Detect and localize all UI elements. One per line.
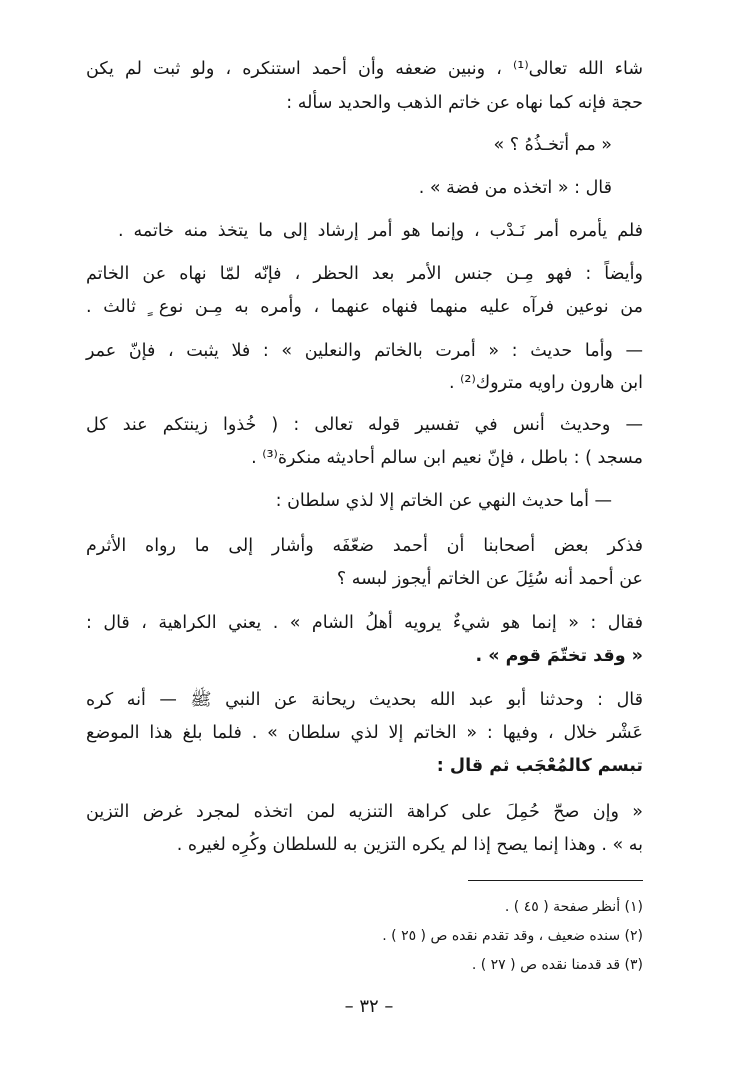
- body-line-6: وأيضاً : فهو مِـن جنس الأمر بعد الحظر ، فإنّه لمّا نهاه عن الخاتم: [86, 264, 643, 284]
- body-line-1: شاء الله تعالى⁽¹⁾ ، ونبين ضعفه وأن أحمد استنكره ، ولو ثبت لم يكن: [86, 59, 643, 79]
- footnote-divider: [468, 880, 643, 881]
- body-line-21: به » . وهذا إنما يصح إذا لم يكره التزين به للسلطان وكُرِه لغيره .: [176, 835, 643, 855]
- body-line-8: — وأما حديث : « أمرت بالخاتم والنعلين » : فلا يثبت ، فإنّ عمر: [86, 341, 643, 361]
- section-heading: — أما حديث النهي عن الخاتم إلا لذي سلطان :: [275, 491, 612, 511]
- body-line-16: « وقد تختّمَ قوم » .: [475, 646, 643, 666]
- body-line-7: من نوعين فرآه عليه منهما فنهاه عنهما ، وأمره به مِـن نوع ٍ ثالث .: [86, 297, 643, 317]
- body-line-13: فذكر بعض أصحابنا أن أحمد ضعّفَه وأشار إلى ما رواه الأثرم: [86, 536, 643, 556]
- page-number: – ٣٢ –: [344, 996, 394, 1017]
- body-line-10: — وحديث أنس في تفسير قوله تعالى : ( خُذوا زينتكم عند كل: [86, 415, 643, 435]
- body-line-20: « وإن صحّ حُمِلَ على كراهة التنزيه لمن اتخذه لمجرد غرض التزين: [86, 802, 643, 822]
- body-line-14: عن أحمد أنه سُئِلَ عن الخاتم أيجوز لبسه ؟: [336, 569, 643, 589]
- footnote-3: (٣) قد قدمنا نقده ص ( ٢٧ ) .: [471, 957, 643, 973]
- body-line-17: قال : وحدثنا أبو عبد الله بحديث ريحانة عن النبي ﷺ — أنه كره: [86, 690, 643, 710]
- body-line-18: عَشْر خلال ، وفيها : « الخاتم إلا لذي سلطان » . فلما بلغ هذا الموضع: [86, 723, 643, 743]
- body-line-4: قال : « اتخذه من فضة » .: [418, 178, 612, 198]
- body-line-11: مسجد ) : باطل ، فإنّ نعيم ابن سالم أحاديثه منكرة⁽³⁾ .: [251, 448, 643, 468]
- body-line-2: حجة فإنه كما نهاه عن خاتم الذهب والحديد سأله :: [286, 93, 643, 113]
- body-line-15: فقال : « إنما هو شيءٌ يرويه أهلُ الشام » . يعني الكراهية ، قال :: [86, 613, 643, 633]
- body-line-19: تبسم كالمُعْجَب ثم قال :: [436, 756, 643, 776]
- footnote-2: (٢) سنده ضعيف ، وقد تقدم نقده ص ( ٢٥ ) .: [382, 928, 643, 944]
- quoted-question: « مم أتخـذُهُ ؟ »: [493, 135, 612, 155]
- body-line-9: ابن هارون راويه متروك⁽²⁾ .: [448, 373, 643, 393]
- footnote-1: (١) أنظر صفحة ( ٤٥ ) .: [504, 899, 643, 915]
- body-line-5: فلم يأمره أمر نَـدْب ، وإنما هو أمر إرشاد إلى ما يتخذ منه خاتمه .: [118, 221, 643, 241]
